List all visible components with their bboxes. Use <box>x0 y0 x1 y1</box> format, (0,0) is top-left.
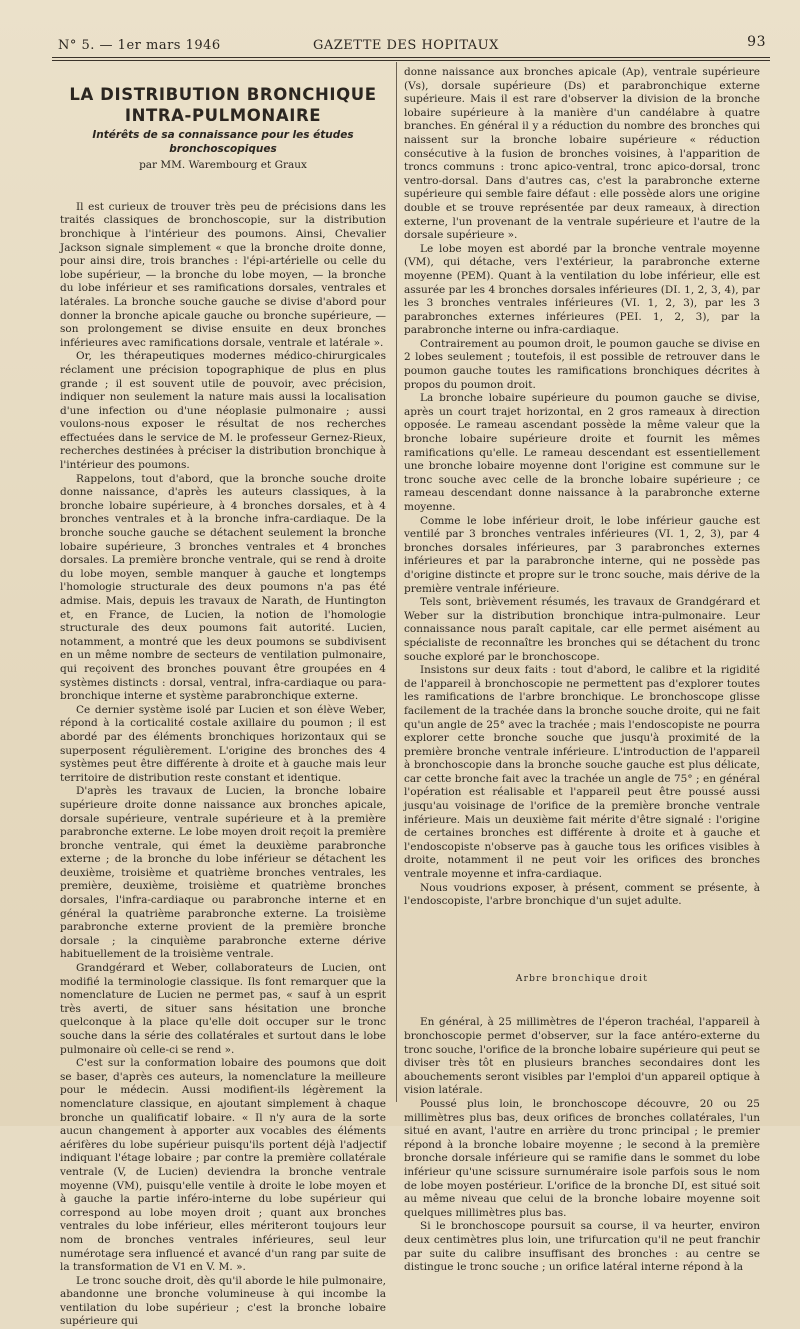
article-authors: par MM. Warembourg et Graux <box>139 159 307 172</box>
section-heading: Arbre bronchique droit <box>515 973 649 984</box>
paragraph: Nous voudrions exposer, à présent, comment se présente, à l'endoscopiste, l'arbre bronchique d'un sujet adulte. <box>404 881 760 908</box>
title-line-1: LA DISTRIBUTION BRONCHIQUE <box>69 85 377 104</box>
paragraph: Si le bronchoscope poursuit sa course, il va heurter, environ deux centimètres plus loin, une trifurcation qu'il ne peut franchir par suite du calibre insuffisant des bronches : au centre se distingue le tronc souche ; un orifice latéral interne répond à la <box>404 1220 760 1274</box>
article-subtitle: Intérêts de sa connaissance pour les études bronchoscopiques <box>92 129 354 155</box>
header-rule-double <box>52 60 770 61</box>
paragraph: Insistons sur deux faits : tout d'abord, le calibre et la rigidité de l'appareil à bronchoscopie ne permettent pas d'explorer toutes les ramifications de l'arbre bronchique. Le bronchoscope glisse facilement de la trachée dans la bronche souche droite, qui ne fait qu'un angle de 25° avec la trachée ; mais l'endoscopiste ne pourra explorer cette bronche souche que jusqu'à proximité de la première bronche ventrale inférieure. L'introduction de l'appareil à bronchoscopie dans la bronche souche gauche est plus délicate, car cette bronche fait avec la trachée un angle de 75° ; en général l'opération est réalisable et l'appareil peut être poussé aussi jusqu'au voisinage de l'orifice de la première bronche ventrale inférieure. Mais un deuxième fait mérite d'être signalé : l'origine de certaines bronches est différente à droite et à gauche et l'endoscopiste n'observe pas à gauche tous les orifices visibles à droite, notamment il ne peut voir les orifices des bronches ventrale moyenne et infra-cardiaque. <box>404 664 760 881</box>
paragraph: En général, à 25 millimètres de l'éperon trachéal, l'appareil à bronchoscopie permet d'observer, sur la face antéro-externe du tronc souche, l'orifice de la bronche lobaire supérieure qui peut se diviser très tôt en plusieurs branches secondaires dont les abouchements seront visibles par l'emploi d'un appareil optique à vision latérale. <box>404 1016 760 1097</box>
paragraph: Il est curieux de trouver très peu de précisions dans les traités classiques de bronchoscopie, sur la distribution bronchique à l'intérieur des poumons. Ainsi, Chevalier Jackson signale simplement « que la bronche droite donne, pour ainsi dire, trois branches : l'épi-artérielle ou celle du lobe supérieur, — la bronche du lobe moyen, — la bronche du lobe inférieur et ses ramifications dorsales, ventrales et latérales. La bronche souche gauche se divise d'abord pour donner la bronche apicale gauche ou bronche supérieure, — son prolongement se divise ensuite en deux bronches inférieures avec ramifications dorsale, ventrale et latérale ». <box>60 200 386 349</box>
left-column <box>60 66 386 1329</box>
paragraph: Comme le lobe inférieur droit, le lobe inférieur gauche est ventilé par 3 bronches ventrales inférieures (VI. 1, 2, 3), par 4 bronches dorsales inférieures, par 3 parabronches externes inférieures et par la parabronche interne, qui ne possède pas d'origine distincte et propre sur le tronc souche, mais dérive de la première ventrale inférieure. <box>404 514 760 595</box>
paragraph: donne naissance aux bronches apicale (Ap), ventrale supérieure (Vs), dorsale supérieure (Ds) et parabronchique externe supérieure. Mais il est rare d'observer la division de la bronche lobaire supérieure à la manière d'un candélabre à quatre branches. En général il y a réduction du nombre des bronches qui naissent sur la bronche lobaire supérieure « réduction consécutive à la fusion de bronches voisines, à l'apparition de troncs communs : tronc apico-ventral, tronc apico-dorsal, tronc ventro-dorsal. Dans d'autres cas, c'est la parabronche externe supérieure qui semble faire défaut : elle possède alors une origine double et se trouve représentée par deux rameaux, à direction externe, l'un provenant de la ventrale supérieure et l'autre de la dorsale supérieure ». <box>404 66 760 242</box>
journal-name: GAZETTE DES HOPITAUX <box>313 38 499 53</box>
page-header <box>58 34 766 56</box>
paragraph: La bronche lobaire supérieure du poumon gauche se divise, après un court trajet horizontal, en 2 gros rameaux à direction opposée. Le rameau ascendant possède la même valeur que la bronche lobaire supérieure droite et fournit les mêmes ramifications qu'elle. Le rameau descendant est essentiellement une bronche lobaire moyenne dont l'origine est commune sur le tronc souche avec celle de la bronche lobaire supérieure ; ce rameau descendant donne naissance à la parabronche externe moyenne. <box>404 392 760 513</box>
paragraph: Or, les thérapeutiques modernes médico-chirurgicales réclament une précision topographique de plus en plus grande ; il est souvent utile de pouvoir, avec précision, indiquer non seulement la nature mais aussi la localisation d'une infection ou d'une néoplasie pulmonaire ; aussi voulons-nous exposer le résultat de nos recherches effectuées dans le service de M. le professeur Gernez-Rieux, recherches destinées à préciser la distribution bronchique à l'intérieur des poumons. <box>60 350 386 472</box>
paragraph: Poussé plus loin, le bronchoscope découvre, 20 ou 25 millimètres plus bas, deux orifices de bronches collatérales, l'un situé en avant, l'autre en arrière du tronc principal ; le premier répond à la bronche lobaire moyenne ; le second à la première bronche dorsale inférieure qui se ramifie dans le sommet du lobe inférieur qu'une scissure surnuméraire isole parfois sous le nom de lobe moyen postérieur. L'orifice de la bronche DI, est situé soit au même niveau que celui de la bronche lobaire moyenne soit quelques millimètres plus bas. <box>404 1097 760 1219</box>
page-number: 93 <box>747 34 766 50</box>
column-divider <box>396 62 397 1102</box>
paragraph: Ce dernier système isolé par Lucien et son élève Weber, répond à la corticalité costale axillaire du poumon ; il est abordé par des éléments bronchiques horizontaux qui se superposent régulièrement. L'origine des bronches des 4 systèmes peut être différente à droite et à gauche mais leur territoire de distribution reste constant et identique. <box>60 703 386 784</box>
right-column <box>404 66 760 1275</box>
paragraph: Le tronc souche droit, dès qu'il aborde le hile pulmonaire, abandonne une bronche volumineuse à qui incombe la ventilation du lobe supérieur ; c'est la bronche lobaire supérieure qui <box>60 1274 386 1328</box>
issue-date: N° 5. — 1er mars 1946 <box>58 38 221 53</box>
paragraph: Contrairement au poumon droit, le poumon gauche se divise en 2 lobes seulement ; toutefois, il est possible de retrouver dans le poumon gauche toutes les ramifications bronchiques décrites à propos du poumon droit. <box>404 337 760 391</box>
paragraph: Tels sont, brièvement résumés, les travaux de Grandgérard et Weber sur la distribution bronchique intra-pulmonaire. Leur connaissance nous paraît capitale, car elle permet aisément au spécialiste de reconnaître les bronches qui se détachent du tronc souche exploré par le bronchoscope. <box>404 596 760 663</box>
paragraph: C'est sur la conformation lobaire des poumons que doit se baser, d'après ces auteurs, la nomenclature la meilleure pour le médecin. Aussi modifient-ils légèrement la nomenclature classique, en ajoutant simplement à chaque bronche un qualificatif lobaire. « Il n'y aura de la sorte aucun changement à apporter aux vocables des éléments aérifères du lobe supérieur puisqu'ils portent déjà l'adjectif indiquant l'étage lobaire ; par contre la première collatérale ventrale (V, de Lucien) deviendra la bronche ventrale moyenne (VM), puisqu'elle ventile à droite le lobe moyen et à gauche la partie inféro-interne du lobe supérieur qui correspond au lobe moyen droit ; quant aux bronches ventrales du lobe inférieur, elles mériteront toujours leur nom de bronches ventrales inférieures, seul leur numérotage sera influencé et avancé d'un rang par suite de la transformation de V1 en V. M. ». <box>60 1057 386 1274</box>
article-title <box>60 84 386 126</box>
paragraph: Le lobe moyen est abordé par la bronche ventrale moyenne (VM), qui détache, vers l'extérieur, la parabronche externe moyenne (PEM). Quant à la ventilation du lobe inférieur, elle est assurée par les 4 bronches dorsales inférieures (DI. 1, 2, 3, 4), par les 3 bronches ventrales inférieures (VI. 1, 2, 3), par les 3 parabronches externes inférieures (PEI. 1, 2, 3), par la parabronche interne ou infra-cardiaque. <box>404 242 760 337</box>
title-line-2: INTRA-PULMONAIRE <box>124 106 322 125</box>
paragraph: Rappelons, tout d'abord, que la bronche souche droite donne naissance, d'après les auteurs classiques, à la bronche lobaire supérieure, à 4 bronches dorsales, et à 4 bronches ventrales et à la bronche infra-cardiaque. De la bronche souche gauche se détachent seulement la bronche lobaire supérieure, 3 bronches ventrales et 4 bronches dorsales. La première bronche ventrale, qui se rend à droite du lobe moyen, semble manquer à gauche et longtemps l'homologie structurale des deux poumons n'a pas été admise. Mais, depuis les travaux de Narath, de Huntington et, en France, de Lucien, la notion de l'homologie structurale des deux poumons fait autorité. Lucien, notamment, a montré que les deux poumons se subdivisent en un même nombre de secteurs de ventilation pulmonaire, qui reçoivent des bronches pouvant être groupées en 4 systèmes distincts : dorsal, ventral, infra-cardiaque ou para-bronchique interne et système parabronchique externe. <box>60 472 386 703</box>
paragraph: Grandgérard et Weber, collaborateurs de Lucien, ont modifié la terminologie classique. Ils font remarquer que la nomenclature de Lucien ne permet pas, « sauf à un esprit très averti, de situer sans hésitation une bronche quelconque à la place qu'elle doit occuper sur le tronc souche dans la série des collatérales et surtout dans le lobe pulmonaire où celle-ci se rend ». <box>60 962 386 1056</box>
paragraph: D'après les travaux de Lucien, la bronche lobaire supérieure droite donne naissance aux bronches apicale, dorsale supérieure, ventrale supérieure et à la première parabronche externe. Le lobe moyen droit reçoit la première bronche ventrale, qui émet la deuxième parabronche externe ; de la bronche du lobe inférieur se détachent les deuxième, troisième et quatrième bronches ventrales, les première, deuxième, troisième et quatrième bronches dorsales, l'infra-cardiaque ou parabronche interne et en général la quatrième parabronche externe. La troisième parabronche externe provient de la première bronche dorsale ; la cinquième parabronche externe dérive habituellement de la troisième ventrale. <box>60 785 386 961</box>
header-rule <box>52 57 770 58</box>
